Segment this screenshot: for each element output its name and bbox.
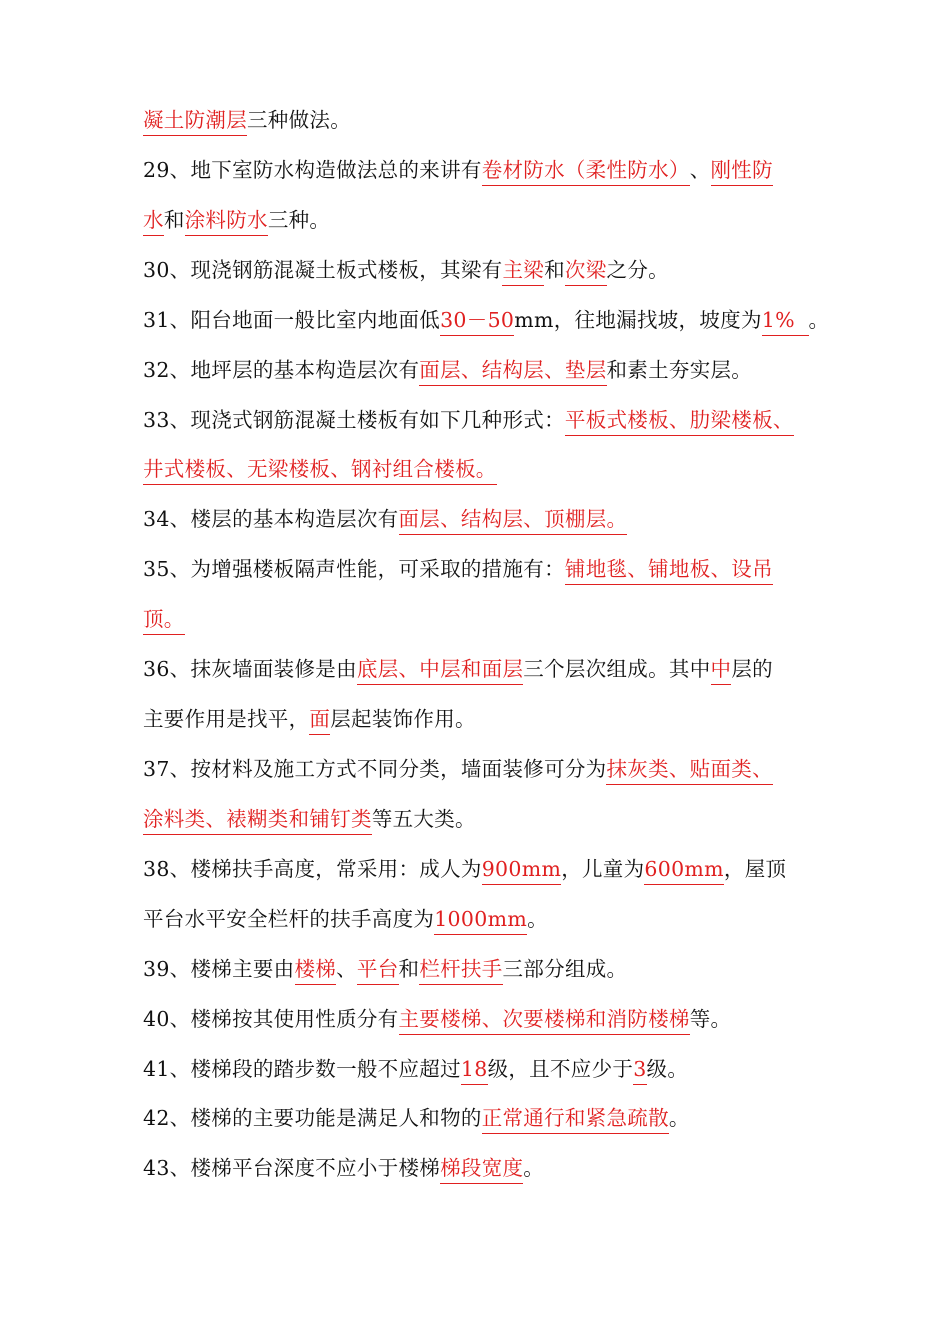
- question-text: 等五大类。: [371, 807, 476, 831]
- text-line: [143, 699, 476, 739]
- question-text: 33、现浇式钢筋混凝土楼板有如下几种形式：: [143, 408, 565, 432]
- answer-fill-in: 抹灰类、贴面类、: [606, 754, 772, 785]
- answer-fill-in: 楼梯: [295, 954, 337, 985]
- question-text: 。: [527, 907, 548, 931]
- question-text: 32、地坪层的基本构造层次有: [143, 358, 420, 382]
- answer-fill-in: 梯段宽度: [440, 1153, 523, 1184]
- question-text: 层的: [731, 657, 773, 681]
- question-text: 和素土夯实层。: [606, 358, 753, 382]
- question-text: 30、现浇钢筋混凝土板式楼板，其梁有: [143, 258, 503, 282]
- question-text: 级，且不应少于: [487, 1057, 634, 1081]
- answer-fill-in: 18: [461, 1054, 488, 1085]
- text-line: [143, 150, 773, 190]
- answer-fill-in: 面层、结构层、顶棚层。: [399, 504, 628, 535]
- answer-fill-in: 正常通行和紧急疏散: [482, 1103, 669, 1134]
- answer-fill-in: 顶。: [143, 604, 185, 635]
- question-text: mm，往地漏找坡，坡度为: [514, 308, 762, 332]
- answer-fill-in: 井式楼板、无梁楼板、钢衬组合楼板。: [143, 454, 497, 485]
- answer-fill-in: 1000mm: [434, 904, 527, 935]
- text-line: [143, 549, 773, 589]
- question-text: 平台水平安全栏杆的扶手高度为: [143, 907, 435, 931]
- answer-fill-in: 3: [633, 1054, 646, 1085]
- answer-fill-in: 涂料类、裱糊类和铺钉类: [143, 804, 372, 835]
- question-text: 、: [689, 158, 711, 182]
- question-text: 。: [523, 1156, 545, 1180]
- text-line: [143, 949, 627, 989]
- answer-fill-in: 900mm: [482, 854, 562, 885]
- answer-fill-in: 主要楼梯、次要楼梯和消防楼梯: [399, 1004, 690, 1035]
- text-line: [143, 300, 829, 340]
- text-line: [143, 1148, 544, 1188]
- question-text: 、: [336, 957, 357, 981]
- text-line: [143, 649, 773, 689]
- text-line: [143, 350, 752, 390]
- question-text: 之分。: [606, 258, 669, 282]
- answer-fill-in: 栏杆扶手: [419, 954, 502, 985]
- answer-fill-in: 面: [309, 704, 330, 735]
- question-text: ，屋顶: [723, 857, 787, 881]
- text-line: [143, 1049, 688, 1089]
- text-line: [143, 999, 731, 1039]
- question-text: 37、按材料及施工方式不同分类，墙面装修可分为: [143, 757, 607, 781]
- answer-fill-in: 凝土防潮层: [143, 105, 247, 136]
- question-text: 36、抹灰墙面装修是由: [143, 657, 357, 681]
- question-text: 三个层次组成。其中: [523, 657, 711, 681]
- question-text: 和: [163, 208, 185, 232]
- text-line: [143, 799, 476, 839]
- text-line: [143, 499, 627, 539]
- question-text: 主要作用是找平，: [143, 707, 310, 731]
- text-line: [143, 599, 185, 639]
- answer-fill-in: 刚性防: [711, 155, 773, 186]
- text-line: [143, 200, 330, 240]
- question-text: 40、楼梯按其使用性质分有: [143, 1007, 399, 1031]
- question-text: 42、楼梯的主要功能是满足人和物的: [143, 1106, 482, 1130]
- text-line: [143, 400, 794, 440]
- question-text: 三种做法。: [247, 108, 351, 132]
- text-line: [143, 250, 669, 290]
- question-text: 38、楼梯扶手高度，常采用：成人为: [143, 857, 482, 881]
- answer-fill-in: 水: [143, 205, 164, 236]
- text-line: [143, 849, 786, 889]
- answer-fill-in: 卷材防水（柔性防水）: [482, 155, 690, 186]
- question-text: 29、地下室防水构造做法总的来讲有: [143, 158, 482, 182]
- question-text: 和: [398, 957, 420, 981]
- answer-fill-in: 600mm: [644, 854, 724, 885]
- question-text: 43、楼梯平台深度不应小于楼梯: [143, 1156, 441, 1180]
- answer-fill-in: 平板式楼板、肋梁楼板、: [565, 405, 794, 436]
- text-line: [143, 100, 351, 140]
- answer-fill-in: 铺地毯、铺地板、设吊: [565, 554, 773, 585]
- answer-fill-in: 底层、中层和面层: [357, 654, 523, 685]
- answer-fill-in: 平台: [357, 954, 399, 985]
- text-line: [143, 1098, 690, 1138]
- question-text: 级。: [646, 1057, 689, 1081]
- answer-fill-in: 30－50: [440, 305, 514, 336]
- question-text: 41、楼梯段的踏步数一般不应超过: [143, 1057, 461, 1081]
- question-text: ，儿童为: [561, 857, 645, 881]
- question-text: 31、阳台地面一般比室内地面低: [143, 308, 441, 332]
- answer-fill-in: 主梁: [502, 255, 544, 286]
- question-text: 34、楼层的基本构造层次有: [143, 507, 399, 531]
- question-text: 35、为增强楼板隔声性能，可采取的措施有：: [143, 557, 565, 581]
- question-text: 和: [544, 258, 565, 282]
- text-line: [143, 449, 497, 489]
- answer-fill-in: 中: [711, 654, 732, 685]
- answer-fill-in: 1%: [762, 305, 809, 336]
- question-text: 39、楼梯主要由: [143, 957, 295, 981]
- question-text: 。: [808, 308, 830, 332]
- answer-fill-in: 面层、结构层、垫层: [419, 355, 606, 386]
- text-line: [143, 749, 773, 789]
- question-text: 等。: [689, 1007, 732, 1031]
- text-line: [143, 899, 548, 939]
- answer-fill-in: 涂料防水: [185, 205, 268, 236]
- question-text: 三种。: [267, 208, 331, 232]
- answer-fill-in: 次梁: [565, 255, 607, 286]
- question-text: 。: [668, 1106, 690, 1130]
- question-text: 层起装饰作用。: [330, 707, 476, 731]
- question-text: 三部分组成。: [502, 957, 628, 981]
